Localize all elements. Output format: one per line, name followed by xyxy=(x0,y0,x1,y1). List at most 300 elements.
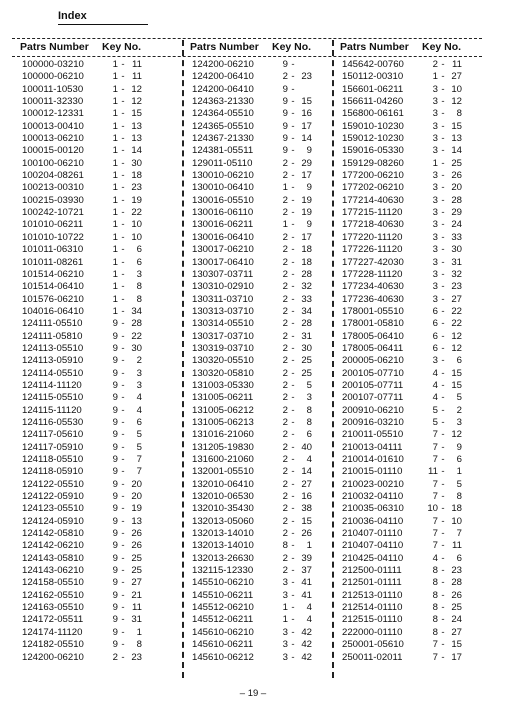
table-row xyxy=(340,294,482,306)
key-dash: - xyxy=(291,429,295,441)
key-dash: - xyxy=(291,318,295,330)
part-number: 200107-07711 xyxy=(342,392,404,404)
key-number xyxy=(104,219,140,230)
table-row xyxy=(20,491,162,503)
key-item: 28 xyxy=(301,268,312,280)
table-row xyxy=(340,627,482,639)
part-number: 132001-05510 xyxy=(192,466,254,478)
table-row xyxy=(20,442,162,454)
key-dash: - xyxy=(291,589,295,601)
key-dash: - xyxy=(121,59,125,70)
key-number xyxy=(104,540,140,551)
key-number xyxy=(274,442,310,453)
table-row xyxy=(20,281,162,293)
table-row xyxy=(20,392,162,404)
part-number: 210015-01110 xyxy=(342,466,403,478)
key-dash: - xyxy=(121,528,125,540)
key-number xyxy=(274,294,310,305)
key-figure: 2 xyxy=(282,404,288,416)
key-figure: 1 xyxy=(112,120,118,132)
key-figure: 5 xyxy=(432,416,438,428)
key-item: 3 xyxy=(456,416,462,428)
key-item: 12 xyxy=(451,342,462,354)
table-row xyxy=(340,145,482,157)
key-dash: - xyxy=(291,145,295,157)
table-row xyxy=(20,170,162,182)
key-figure: 9 xyxy=(112,392,118,404)
part-number: 124142-05810 xyxy=(22,528,84,540)
part-number: 101514-06210 xyxy=(22,268,84,280)
part-number: 101011-06310 xyxy=(22,244,84,256)
key-figure: 3 xyxy=(432,194,438,206)
key-dash: - xyxy=(291,281,295,293)
key-figure: 6 xyxy=(432,305,438,317)
key-dash: - xyxy=(121,651,125,663)
table-row xyxy=(190,59,332,71)
key-dash: - xyxy=(441,182,445,194)
part-number: 212501-01111 xyxy=(342,577,402,589)
key-dash: - xyxy=(121,231,125,243)
part-number: 101011-08261 xyxy=(22,256,84,268)
key-dash: - xyxy=(441,207,445,219)
column-header xyxy=(340,39,482,56)
table-row xyxy=(20,627,162,639)
key-number xyxy=(104,577,140,588)
part-number: 145642-00760 xyxy=(342,59,404,70)
key-item: 7 xyxy=(136,466,142,478)
table-row xyxy=(20,577,162,589)
key-item: 11 xyxy=(452,59,462,70)
table-row xyxy=(190,158,332,170)
key-number xyxy=(274,133,310,144)
part-number: 130010-06410 xyxy=(192,182,254,194)
key-number xyxy=(274,59,310,70)
table-row xyxy=(20,133,162,145)
key-number xyxy=(274,84,310,95)
part-number: 124365-05510 xyxy=(192,120,254,132)
part-number: 210035-06310 xyxy=(342,503,404,515)
table-row xyxy=(340,516,482,528)
key-dash: - xyxy=(121,540,125,552)
table-row xyxy=(190,343,332,355)
key-item: 14 xyxy=(301,133,312,145)
key-number xyxy=(274,145,310,156)
key-item: 26 xyxy=(131,528,142,540)
table-row xyxy=(340,281,482,293)
key-figure: 2 xyxy=(282,281,288,293)
key-number xyxy=(424,207,460,218)
key-item: 11 xyxy=(132,59,142,70)
key-number xyxy=(424,84,460,95)
table-row xyxy=(340,108,482,120)
table-row xyxy=(190,577,332,589)
key-item: 34 xyxy=(131,305,142,317)
key-figure: 9 xyxy=(112,626,118,638)
key-dash: - xyxy=(441,478,445,490)
key-number xyxy=(104,71,140,82)
table-row xyxy=(340,257,482,269)
table-row xyxy=(340,306,482,318)
key-number xyxy=(104,133,140,144)
key-item: 30 xyxy=(131,342,142,354)
key-item: 41 xyxy=(301,589,312,601)
key-item: 25 xyxy=(451,602,462,614)
table-row xyxy=(340,96,482,108)
key-number xyxy=(274,602,310,613)
key-number xyxy=(104,602,140,613)
key-number xyxy=(424,355,460,366)
key-item: 12 xyxy=(451,330,462,342)
key-figure: 2 xyxy=(282,330,288,342)
key-figure: 7 xyxy=(432,441,438,453)
key-number xyxy=(424,380,460,391)
key-dash: - xyxy=(441,639,445,651)
key-number xyxy=(274,281,310,292)
key-dash: - xyxy=(441,330,445,342)
key-figure: 3 xyxy=(282,589,288,601)
key-dash: - xyxy=(291,478,295,490)
key-figure: 3 xyxy=(432,244,438,256)
part-number: 177234-40630 xyxy=(342,281,404,293)
table-row xyxy=(20,417,162,429)
key-figure: 1 xyxy=(282,614,288,626)
key-number xyxy=(424,71,460,82)
table-row xyxy=(20,84,162,96)
key-item: 39 xyxy=(301,552,312,564)
key-figure: 8 xyxy=(432,626,438,638)
part-number: 130317-03710 xyxy=(192,330,254,342)
part-number: 156601-06211 xyxy=(342,83,404,95)
key-figure: 9 xyxy=(112,614,118,626)
key-item: 4 xyxy=(136,404,142,416)
key-figure: 1 xyxy=(112,268,118,280)
key-dash: - xyxy=(291,330,295,342)
part-number: 222000-01110 xyxy=(342,626,403,638)
key-item: 15 xyxy=(131,108,142,120)
key-figure: 4 xyxy=(432,379,438,391)
key-number xyxy=(104,343,140,354)
key-number xyxy=(104,232,140,243)
key-number xyxy=(424,454,460,465)
key-dash: - xyxy=(121,157,125,169)
key-item: 23 xyxy=(131,182,142,194)
key-item: 8 xyxy=(306,416,312,428)
key-figure: 3 xyxy=(432,182,438,194)
part-number: 177228-11120 xyxy=(342,268,403,280)
key-item: 32 xyxy=(451,268,462,280)
table-row xyxy=(190,454,332,466)
key-figure: 2 xyxy=(282,256,288,268)
key-number xyxy=(424,145,460,156)
key-item: 5 xyxy=(456,478,462,490)
part-number: 124364-05510 xyxy=(192,108,254,120)
table-row xyxy=(190,244,332,256)
key-item: 27 xyxy=(451,71,462,83)
table-row xyxy=(190,170,332,182)
key-figure: 2 xyxy=(282,157,288,169)
key-figure: 3 xyxy=(432,120,438,132)
key-figure: 1 xyxy=(112,182,118,194)
key-figure: 2 xyxy=(282,565,288,577)
key-dash: - xyxy=(291,170,295,182)
part-number: 130310-02910 xyxy=(192,281,254,293)
part-number: 124162-05510 xyxy=(22,589,84,601)
key-figure: 3 xyxy=(432,256,438,268)
part-number: 129011-05110 xyxy=(192,157,253,169)
key-item: 19 xyxy=(301,194,312,206)
key-figure: 11 xyxy=(428,466,438,478)
part-number: 250011-02011 xyxy=(342,651,403,663)
key-figure: 3 xyxy=(432,268,438,280)
table-row xyxy=(20,158,162,170)
key-dash: - xyxy=(121,281,125,293)
table-row xyxy=(340,442,482,454)
key-figure: 9 xyxy=(112,515,118,527)
key-figure: 2 xyxy=(282,293,288,305)
key-figure: 10 xyxy=(427,503,438,515)
key-figure: 7 xyxy=(432,429,438,441)
part-number: 210036-04110 xyxy=(342,515,404,527)
header-parts-number: Patrs Number xyxy=(340,41,409,53)
key-number xyxy=(424,652,460,663)
part-number: 131005-06211 xyxy=(192,392,254,404)
table-row xyxy=(190,195,332,207)
key-dash: - xyxy=(121,355,125,367)
key-figure: 3 xyxy=(432,231,438,243)
part-number: 124123-05510 xyxy=(22,503,84,515)
table-row xyxy=(20,614,162,626)
key-dash: - xyxy=(121,392,125,404)
table-row xyxy=(190,294,332,306)
key-item: 20 xyxy=(131,478,142,490)
key-dash: - xyxy=(291,83,295,95)
key-dash: - xyxy=(291,379,295,391)
key-number xyxy=(274,491,310,502)
key-figure: 1 xyxy=(112,281,118,293)
part-number: 124111-05510 xyxy=(22,318,83,330)
key-item: 30 xyxy=(301,342,312,354)
table-row xyxy=(190,590,332,602)
table-row xyxy=(340,368,482,380)
key-item: 6 xyxy=(456,454,462,465)
table-row xyxy=(340,269,482,281)
key-figure: 2 xyxy=(282,71,288,83)
key-figure: 5 xyxy=(432,404,438,416)
part-number: 177227-42030 xyxy=(342,256,404,268)
key-item: 17 xyxy=(301,120,312,132)
key-figure: 2 xyxy=(112,651,118,663)
key-figure: 2 xyxy=(282,441,288,453)
key-figure: 3 xyxy=(282,651,288,663)
key-dash: - xyxy=(121,589,125,601)
table-row xyxy=(340,182,482,194)
table-row xyxy=(20,195,162,207)
key-item: 9 xyxy=(306,219,312,231)
table-row xyxy=(190,614,332,626)
key-item: 5 xyxy=(136,429,142,441)
key-dash: - xyxy=(291,133,295,145)
part-number: 124115-11120 xyxy=(22,404,82,416)
key-dash: - xyxy=(441,503,445,515)
part-number: 177215-11120 xyxy=(342,207,403,219)
key-number xyxy=(104,380,140,391)
part-number: 177202-06210 xyxy=(342,182,404,194)
key-figure: 6 xyxy=(432,342,438,354)
table-row xyxy=(20,479,162,491)
part-number: 130016-06410 xyxy=(192,231,254,243)
key-figure: 9 xyxy=(112,342,118,354)
index-rows xyxy=(190,59,332,664)
key-figure: 9 xyxy=(282,96,288,108)
key-dash: - xyxy=(441,515,445,527)
part-number: 131005-06212 xyxy=(192,404,254,416)
key-number xyxy=(274,331,310,342)
part-number: 101514-06410 xyxy=(22,281,84,293)
part-number: 130320-05810 xyxy=(192,367,254,379)
key-figure: 3 xyxy=(432,83,438,95)
part-number: 124367-21330 xyxy=(192,133,254,145)
key-number xyxy=(274,108,310,119)
key-figure: 9 xyxy=(112,503,118,515)
key-figure: 9 xyxy=(282,145,288,157)
key-figure: 1 xyxy=(112,83,118,95)
key-number xyxy=(274,195,310,206)
table-row xyxy=(340,195,482,207)
key-number xyxy=(104,429,140,440)
key-number xyxy=(104,368,140,379)
key-dash: - xyxy=(121,552,125,564)
part-number: 130017-06410 xyxy=(192,256,254,268)
key-number xyxy=(104,294,140,305)
key-item: 28 xyxy=(301,318,312,330)
key-item: 30 xyxy=(131,157,142,169)
table-row xyxy=(190,540,332,552)
part-number: 124200-06410 xyxy=(192,83,254,95)
table-row xyxy=(20,257,162,269)
key-item: 13 xyxy=(451,133,462,145)
key-number xyxy=(104,84,140,95)
key-figure: 9 xyxy=(112,589,118,601)
key-item: 42 xyxy=(301,626,312,638)
key-figure: 1 xyxy=(112,59,118,70)
key-number xyxy=(104,503,140,514)
table-row xyxy=(190,318,332,330)
key-item: 4 xyxy=(306,602,312,614)
part-number: 210032-04110 xyxy=(342,491,404,503)
key-item: 1 xyxy=(456,466,462,478)
key-number xyxy=(104,553,140,564)
key-figure: 2 xyxy=(282,552,288,564)
key-dash: - xyxy=(121,293,125,305)
table-row xyxy=(340,652,482,664)
key-number xyxy=(104,454,140,465)
key-number xyxy=(424,232,460,243)
key-number xyxy=(104,121,140,132)
key-dash: - xyxy=(441,219,445,231)
key-dash: - xyxy=(291,491,295,503)
key-item: 23 xyxy=(451,281,462,293)
key-number xyxy=(104,59,140,70)
table-row xyxy=(340,405,482,417)
key-dash: - xyxy=(121,639,125,651)
table-row xyxy=(20,602,162,614)
key-item: 8 xyxy=(306,404,312,416)
key-figure: 2 xyxy=(282,392,288,404)
part-number: 124118-05510 xyxy=(22,454,84,465)
key-figure: 2 xyxy=(432,59,438,70)
key-item: 28 xyxy=(131,318,142,330)
key-item: 19 xyxy=(301,207,312,219)
table-row xyxy=(340,602,482,614)
key-figure: 3 xyxy=(432,219,438,231)
key-dash: - xyxy=(121,478,125,490)
key-dash: - xyxy=(441,133,445,145)
key-figure: 1 xyxy=(112,194,118,206)
key-item: 23 xyxy=(451,565,462,577)
part-number: 131016-21060 xyxy=(192,429,254,441)
table-row xyxy=(20,639,162,651)
key-item: 29 xyxy=(451,207,462,219)
table-row xyxy=(340,355,482,367)
table-row xyxy=(20,553,162,565)
table-row xyxy=(340,59,482,71)
key-dash: - xyxy=(441,71,445,83)
key-number xyxy=(104,281,140,292)
key-dash: - xyxy=(121,305,125,317)
key-dash: - xyxy=(291,540,295,552)
key-dash: - xyxy=(291,194,295,206)
table-row xyxy=(190,219,332,231)
part-number: 100015-00120 xyxy=(22,145,84,157)
table-row xyxy=(340,133,482,145)
key-figure: 4 xyxy=(432,552,438,564)
key-figure: 2 xyxy=(282,379,288,391)
key-number xyxy=(274,232,310,243)
key-number xyxy=(104,207,140,218)
key-dash: - xyxy=(441,416,445,428)
key-number xyxy=(104,96,140,107)
part-number: 124122-05510 xyxy=(22,478,84,490)
key-figure: 6 xyxy=(432,318,438,330)
key-item: 24 xyxy=(451,219,462,231)
key-figure: 1 xyxy=(112,108,118,120)
key-dash: - xyxy=(441,626,445,638)
key-dash: - xyxy=(291,120,295,132)
table-row xyxy=(340,380,482,392)
key-dash: - xyxy=(441,577,445,589)
part-number: 130010-06210 xyxy=(192,170,254,182)
key-dash: - xyxy=(291,71,295,83)
key-number xyxy=(104,355,140,366)
column-separator-1 xyxy=(182,40,184,678)
table-row xyxy=(340,466,482,478)
key-number xyxy=(274,71,310,82)
key-figure: 2 xyxy=(282,170,288,182)
key-figure: 7 xyxy=(432,540,438,552)
key-item: 20 xyxy=(451,182,462,194)
key-dash: - xyxy=(441,120,445,132)
column-header xyxy=(20,39,162,56)
table-row xyxy=(190,528,332,540)
key-dash: - xyxy=(121,318,125,330)
key-dash: - xyxy=(291,244,295,256)
key-number xyxy=(424,417,460,428)
key-dash: - xyxy=(441,466,445,478)
table-row xyxy=(20,540,162,552)
table-row xyxy=(20,429,162,441)
part-number: 124114-11120 xyxy=(22,379,82,391)
key-item: 13 xyxy=(131,515,142,527)
